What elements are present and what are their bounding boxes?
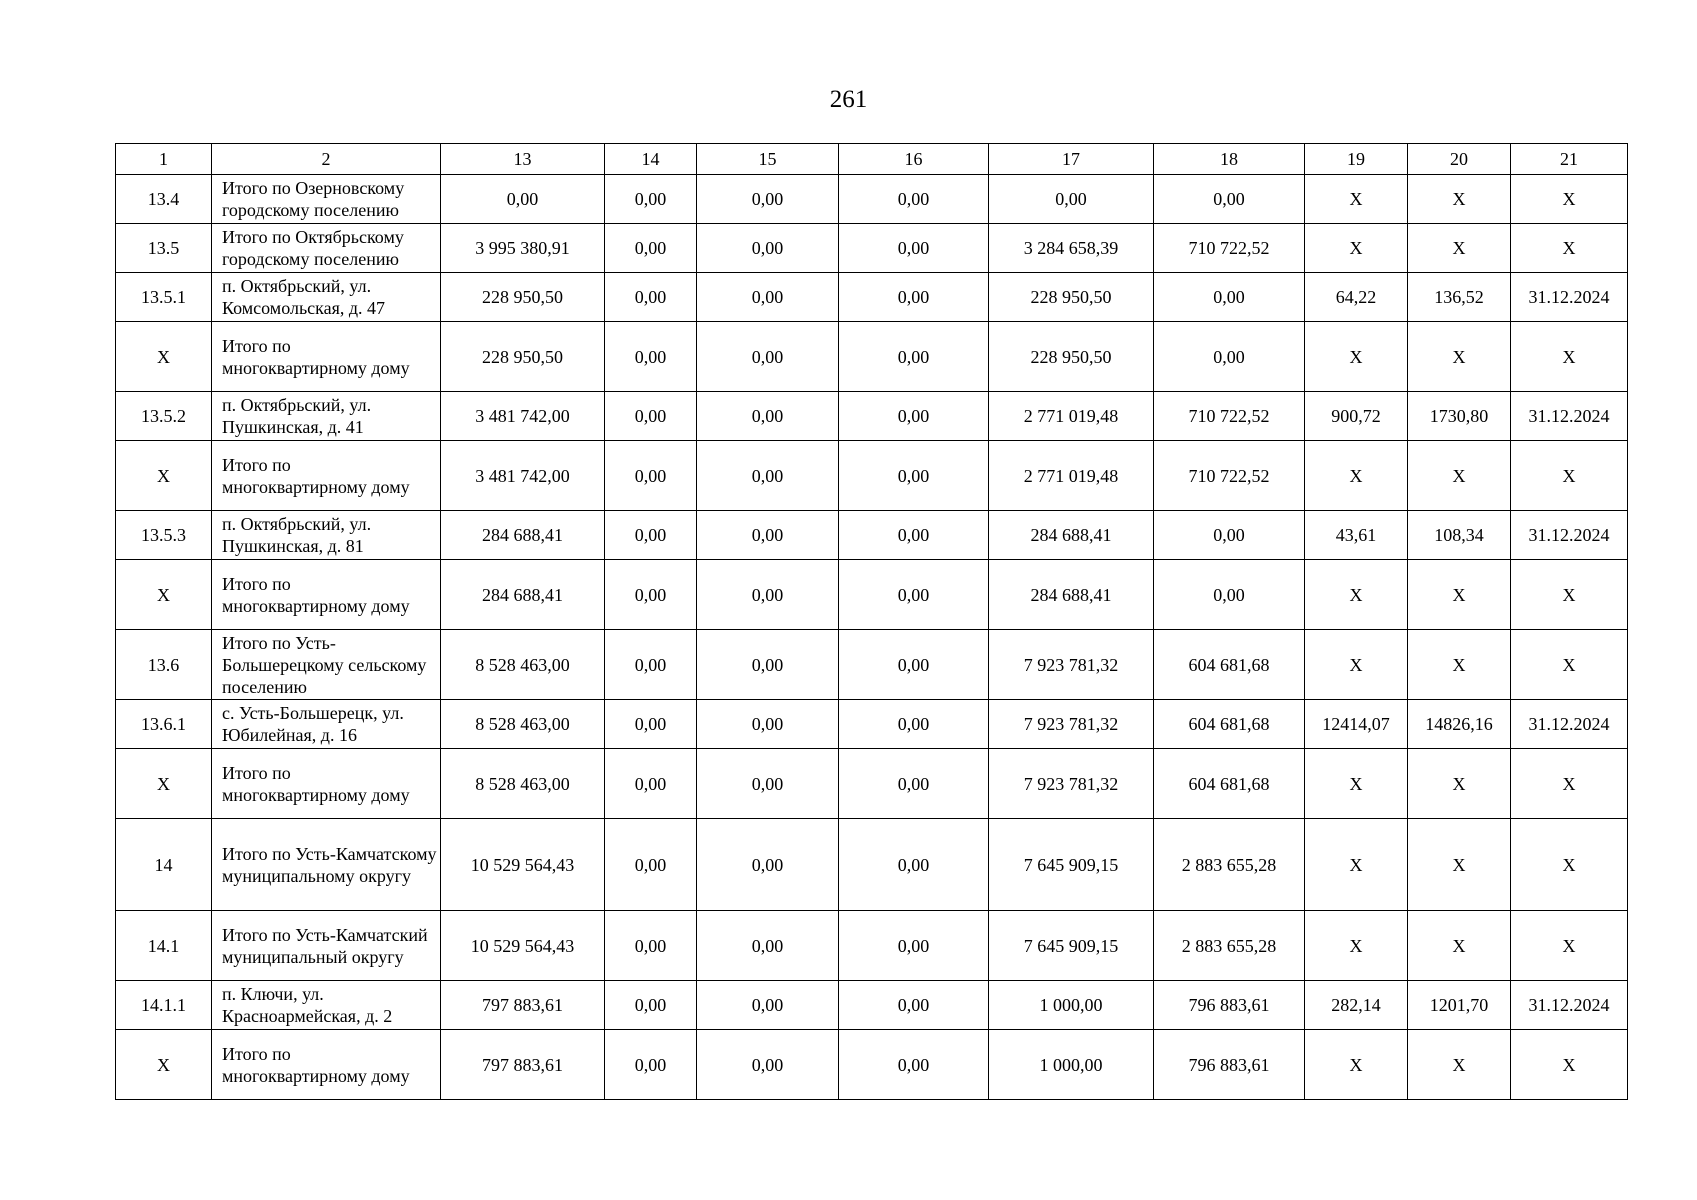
value-cell: 796 883,61: [1154, 981, 1305, 1030]
column-header: 13: [441, 144, 605, 175]
value-cell: 1730,80: [1408, 392, 1511, 441]
value-cell: 136,52: [1408, 273, 1511, 322]
table-row: [116, 749, 1628, 819]
value-cell: Х: [1408, 224, 1511, 273]
value-cell: 0,00: [605, 981, 697, 1030]
row-number-cell: 14.1: [116, 911, 212, 981]
value-cell: 0,00: [839, 819, 989, 911]
table-row: [116, 911, 1628, 981]
value-cell: 108,34: [1408, 511, 1511, 560]
value-cell: 31.12.2024: [1511, 700, 1628, 749]
row-name-cell: Итого по многоквартирному дому: [212, 322, 441, 392]
value-cell: 0,00: [605, 819, 697, 911]
value-cell: Х: [1511, 441, 1628, 511]
value-cell: 0,00: [1154, 560, 1305, 630]
value-cell: 10 529 564,43: [441, 911, 605, 981]
value-cell: 0,00: [605, 911, 697, 981]
value-cell: Х: [1305, 560, 1408, 630]
row-number-cell: Х: [116, 1030, 212, 1100]
value-cell: Х: [1511, 749, 1628, 819]
value-cell: 0,00: [605, 560, 697, 630]
table-row: [116, 819, 1628, 911]
value-cell: 31.12.2024: [1511, 511, 1628, 560]
value-cell: 604 681,68: [1154, 700, 1305, 749]
value-cell: 0,00: [697, 911, 839, 981]
row-name-cell: п. Ключи, ул. Красноармейская, д. 2: [212, 981, 441, 1030]
column-header: 1: [116, 144, 212, 175]
value-cell: Х: [1511, 224, 1628, 273]
column-header: 16: [839, 144, 989, 175]
value-cell: 0,00: [839, 700, 989, 749]
value-cell: 0,00: [697, 700, 839, 749]
data-table: [115, 143, 1628, 1100]
value-cell: Х: [1511, 175, 1628, 224]
value-cell: 0,00: [697, 819, 839, 911]
value-cell: 8 528 463,00: [441, 749, 605, 819]
row-name-cell: с. Усть-Большерецк, ул. Юбилейная, д. 16: [212, 700, 441, 749]
value-cell: Х: [1511, 322, 1628, 392]
value-cell: 3 284 658,39: [989, 224, 1154, 273]
value-cell: Х: [1408, 749, 1511, 819]
value-cell: Х: [1408, 560, 1511, 630]
row-name-cell: Итого по Усть-Большерецкому сельскому поселению: [212, 630, 441, 700]
value-cell: 604 681,68: [1154, 630, 1305, 700]
header-row: [116, 144, 1628, 175]
value-cell: 228 950,50: [441, 322, 605, 392]
value-cell: 0,00: [441, 175, 605, 224]
value-cell: 0,00: [697, 981, 839, 1030]
value-cell: 31.12.2024: [1511, 273, 1628, 322]
table-row: [116, 322, 1628, 392]
value-cell: Х: [1511, 819, 1628, 911]
value-cell: 0,00: [839, 392, 989, 441]
value-cell: 796 883,61: [1154, 1030, 1305, 1100]
table-row: [116, 630, 1628, 700]
value-cell: Х: [1305, 749, 1408, 819]
value-cell: 2 883 655,28: [1154, 819, 1305, 911]
value-cell: Х: [1305, 441, 1408, 511]
table-row: [116, 560, 1628, 630]
value-cell: Х: [1408, 911, 1511, 981]
row-name-cell: п. Октябрьский, ул. Комсомольская, д. 47: [212, 273, 441, 322]
value-cell: 797 883,61: [441, 981, 605, 1030]
value-cell: 31.12.2024: [1511, 981, 1628, 1030]
value-cell: 10 529 564,43: [441, 819, 605, 911]
table-row: [116, 175, 1628, 224]
value-cell: Х: [1408, 1030, 1511, 1100]
value-cell: 0,00: [839, 560, 989, 630]
value-cell: 284 688,41: [441, 511, 605, 560]
value-cell: 7 645 909,15: [989, 911, 1154, 981]
value-cell: 0,00: [605, 700, 697, 749]
row-number-cell: Х: [116, 441, 212, 511]
column-header: 21: [1511, 144, 1628, 175]
value-cell: 1 000,00: [989, 1030, 1154, 1100]
value-cell: 2 771 019,48: [989, 441, 1154, 511]
table-row: [116, 511, 1628, 560]
value-cell: 604 681,68: [1154, 749, 1305, 819]
row-number-cell: Х: [116, 560, 212, 630]
value-cell: 0,00: [697, 224, 839, 273]
value-cell: 14826,16: [1408, 700, 1511, 749]
value-cell: Х: [1408, 819, 1511, 911]
value-cell: 31.12.2024: [1511, 392, 1628, 441]
row-number-cell: 13.4: [116, 175, 212, 224]
table-row: [116, 392, 1628, 441]
value-cell: 0,00: [697, 441, 839, 511]
value-cell: 0,00: [989, 175, 1154, 224]
value-cell: 3 481 742,00: [441, 441, 605, 511]
value-cell: 0,00: [605, 749, 697, 819]
value-cell: 710 722,52: [1154, 441, 1305, 511]
value-cell: 0,00: [697, 273, 839, 322]
value-cell: Х: [1305, 175, 1408, 224]
value-cell: 0,00: [605, 175, 697, 224]
value-cell: 3 995 380,91: [441, 224, 605, 273]
value-cell: 2 883 655,28: [1154, 911, 1305, 981]
value-cell: 0,00: [839, 630, 989, 700]
table-row: [116, 1030, 1628, 1100]
value-cell: 0,00: [839, 511, 989, 560]
value-cell: 0,00: [1154, 322, 1305, 392]
value-cell: 0,00: [1154, 175, 1305, 224]
value-cell: 0,00: [697, 560, 839, 630]
value-cell: 0,00: [1154, 273, 1305, 322]
table-row: [116, 273, 1628, 322]
value-cell: 284 688,41: [989, 511, 1154, 560]
table-body: [116, 175, 1628, 1100]
page-number: 261: [829, 86, 868, 113]
value-cell: 0,00: [697, 630, 839, 700]
row-name-cell: Итого по Октябрьскому городскому поселению: [212, 224, 441, 273]
column-header: 20: [1408, 144, 1511, 175]
value-cell: 1201,70: [1408, 981, 1511, 1030]
value-cell: 228 950,50: [441, 273, 605, 322]
value-cell: 0,00: [697, 1030, 839, 1100]
row-name-cell: Итого по многоквартирному дому: [212, 560, 441, 630]
value-cell: Х: [1511, 1030, 1628, 1100]
row-name-cell: п. Октябрьский, ул. Пушкинская, д. 81: [212, 511, 441, 560]
row-number-cell: 13.5.1: [116, 273, 212, 322]
value-cell: 0,00: [839, 175, 989, 224]
row-number-cell: 14.1.1: [116, 981, 212, 1030]
value-cell: 43,61: [1305, 511, 1408, 560]
row-number-cell: 13.5.2: [116, 392, 212, 441]
value-cell: 2 771 019,48: [989, 392, 1154, 441]
value-cell: 0,00: [605, 322, 697, 392]
value-cell: 0,00: [605, 1030, 697, 1100]
value-cell: 900,72: [1305, 392, 1408, 441]
table-row: [116, 981, 1628, 1030]
table-row: [116, 224, 1628, 273]
value-cell: 8 528 463,00: [441, 630, 605, 700]
value-cell: 0,00: [697, 322, 839, 392]
value-cell: 0,00: [839, 981, 989, 1030]
row-number-cell: 13.6: [116, 630, 212, 700]
value-cell: 0,00: [839, 273, 989, 322]
value-cell: 228 950,50: [989, 273, 1154, 322]
value-cell: Х: [1305, 630, 1408, 700]
row-number-cell: 14: [116, 819, 212, 911]
value-cell: Х: [1305, 819, 1408, 911]
value-cell: Х: [1408, 322, 1511, 392]
value-cell: 228 950,50: [989, 322, 1154, 392]
value-cell: 0,00: [839, 224, 989, 273]
row-number-cell: Х: [116, 749, 212, 819]
row-name-cell: Итого по Усть-Камчатскому муниципальному округу: [212, 819, 441, 911]
value-cell: 3 481 742,00: [441, 392, 605, 441]
value-cell: 0,00: [839, 441, 989, 511]
row-name-cell: Итого по Озерновскому городскому поселению: [212, 175, 441, 224]
column-header: 19: [1305, 144, 1408, 175]
row-name-cell: Итого по многоквартирному дому: [212, 749, 441, 819]
value-cell: 0,00: [697, 511, 839, 560]
table-row: [116, 441, 1628, 511]
row-number-cell: 13.6.1: [116, 700, 212, 749]
value-cell: 0,00: [697, 392, 839, 441]
value-cell: 12414,07: [1305, 700, 1408, 749]
row-name-cell: Итого по многоквартирному дому: [212, 1030, 441, 1100]
value-cell: 797 883,61: [441, 1030, 605, 1100]
value-cell: 0,00: [605, 224, 697, 273]
row-number-cell: Х: [116, 322, 212, 392]
value-cell: 0,00: [605, 392, 697, 441]
value-cell: Х: [1408, 175, 1511, 224]
value-cell: 0,00: [605, 511, 697, 560]
value-cell: 0,00: [605, 273, 697, 322]
column-header: 2: [212, 144, 441, 175]
value-cell: 1 000,00: [989, 981, 1154, 1030]
value-cell: 0,00: [839, 322, 989, 392]
value-cell: 0,00: [839, 1030, 989, 1100]
value-cell: 0,00: [839, 911, 989, 981]
row-number-cell: 13.5.3: [116, 511, 212, 560]
row-number-cell: 13.5: [116, 224, 212, 273]
value-cell: 0,00: [605, 630, 697, 700]
value-cell: Х: [1305, 322, 1408, 392]
value-cell: Х: [1511, 560, 1628, 630]
table-row: [116, 700, 1628, 749]
value-cell: 8 528 463,00: [441, 700, 605, 749]
column-header: 18: [1154, 144, 1305, 175]
value-cell: Х: [1408, 441, 1511, 511]
value-cell: 0,00: [697, 175, 839, 224]
value-cell: 0,00: [1154, 511, 1305, 560]
value-cell: Х: [1305, 1030, 1408, 1100]
value-cell: 710 722,52: [1154, 392, 1305, 441]
column-header: 17: [989, 144, 1154, 175]
value-cell: 7 923 781,32: [989, 749, 1154, 819]
row-name-cell: Итого по многоквартирному дому: [212, 441, 441, 511]
value-cell: 0,00: [605, 441, 697, 511]
value-cell: 710 722,52: [1154, 224, 1305, 273]
value-cell: Х: [1511, 630, 1628, 700]
column-header: 14: [605, 144, 697, 175]
value-cell: 0,00: [697, 749, 839, 819]
value-cell: Х: [1305, 911, 1408, 981]
value-cell: 284 688,41: [989, 560, 1154, 630]
row-name-cell: п. Октябрьский, ул. Пушкинская, д. 41: [212, 392, 441, 441]
column-header: 15: [697, 144, 839, 175]
value-cell: 282,14: [1305, 981, 1408, 1030]
row-name-cell: Итого по Усть-Камчатский муниципальный округу: [212, 911, 441, 981]
value-cell: 7 645 909,15: [989, 819, 1154, 911]
value-cell: 64,22: [1305, 273, 1408, 322]
value-cell: Х: [1305, 224, 1408, 273]
value-cell: 7 923 781,32: [989, 700, 1154, 749]
value-cell: Х: [1511, 911, 1628, 981]
value-cell: Х: [1408, 630, 1511, 700]
value-cell: 7 923 781,32: [989, 630, 1154, 700]
value-cell: 0,00: [839, 749, 989, 819]
value-cell: 284 688,41: [441, 560, 605, 630]
